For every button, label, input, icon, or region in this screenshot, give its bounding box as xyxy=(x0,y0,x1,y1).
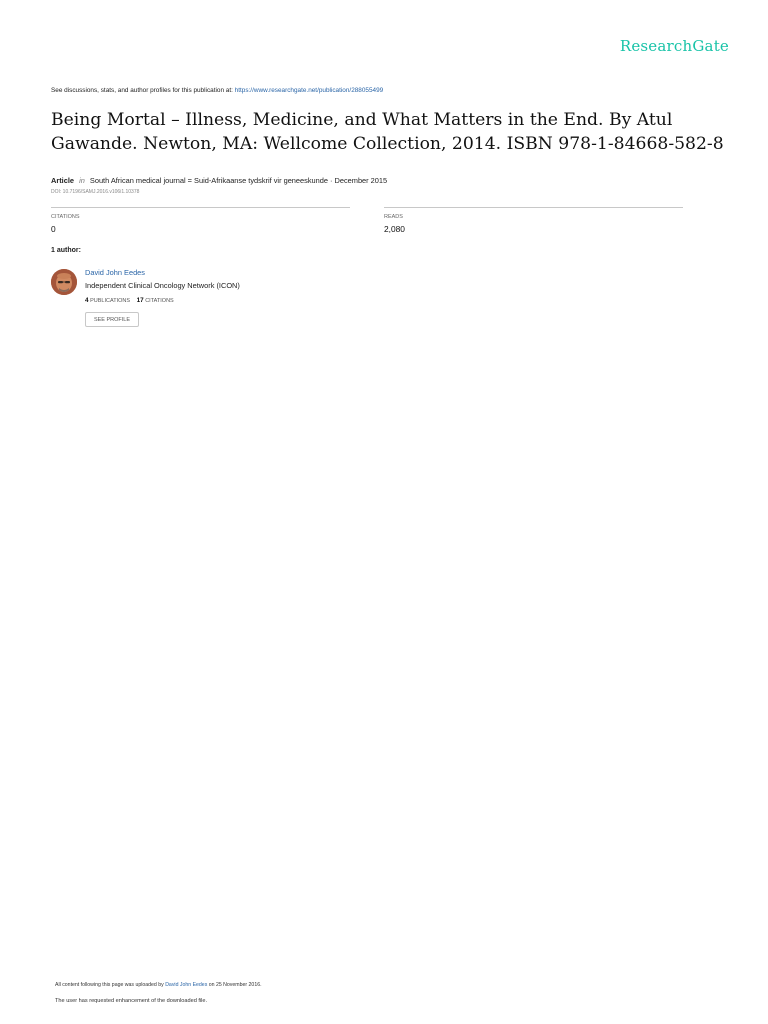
citations-stat xyxy=(51,207,350,234)
reads-label: READS xyxy=(384,214,403,220)
author-name-link[interactable]: David John Eedes xyxy=(85,268,145,277)
enhancement-notice: The user has requested enhancement of the downloaded file. xyxy=(55,998,208,1004)
publication-title: Being Mortal – Illness, Medicine, and What Matters in the End. By Atul Gawande. Newton, MA: Wellcome Collection, 2014. ISBN 978-1-84668-582-8 xyxy=(51,110,724,154)
doi: DOI: 10.7196/SAMJ.2016.v106i1.10378 xyxy=(51,189,140,195)
citations-label: CITATIONS xyxy=(51,214,80,220)
publication-meta xyxy=(51,176,387,185)
upload-prefix: All content following this page was uploaded by xyxy=(55,982,164,988)
discussion-notice xyxy=(51,87,383,94)
upload-notice xyxy=(55,982,262,988)
author-citations-count: 17 xyxy=(136,297,144,304)
author-publications-count: 4 xyxy=(85,297,89,304)
uploader-link[interactable]: David John Eedes xyxy=(165,982,208,988)
reads-stat xyxy=(384,207,683,234)
author-institution: Independent Clinical Oncology Network (ICON) xyxy=(85,281,240,290)
see-profile-button[interactable]: SEE PROFILE xyxy=(85,312,139,327)
author-avatar[interactable] xyxy=(51,269,77,295)
journal-and-date: South African medical journal = Suid-Afrikaanse tydskrif vir geneeskunde · December 2015 xyxy=(89,176,388,185)
publication-url-link[interactable]: https://www.researchgate.net/publication/288055499 xyxy=(234,87,384,94)
author-stats xyxy=(85,297,174,304)
discussion-prefix: See discussions, stats, and author profiles for this publication at: xyxy=(51,87,233,94)
reads-value: 2,080 xyxy=(384,224,405,234)
authors-heading: 1 author: xyxy=(51,247,81,254)
author-citations-label: CITATIONS xyxy=(145,298,174,304)
publication-type: Article xyxy=(51,176,75,185)
citations-value: 0 xyxy=(51,224,56,234)
researchgate-logo[interactable]: ResearchGate xyxy=(619,37,729,55)
in-label: in xyxy=(79,176,85,185)
author-photo-icon xyxy=(51,269,77,295)
upload-suffix: on 25 November 2016. xyxy=(208,982,262,988)
author-publications-label: PUBLICATIONS xyxy=(90,298,131,304)
